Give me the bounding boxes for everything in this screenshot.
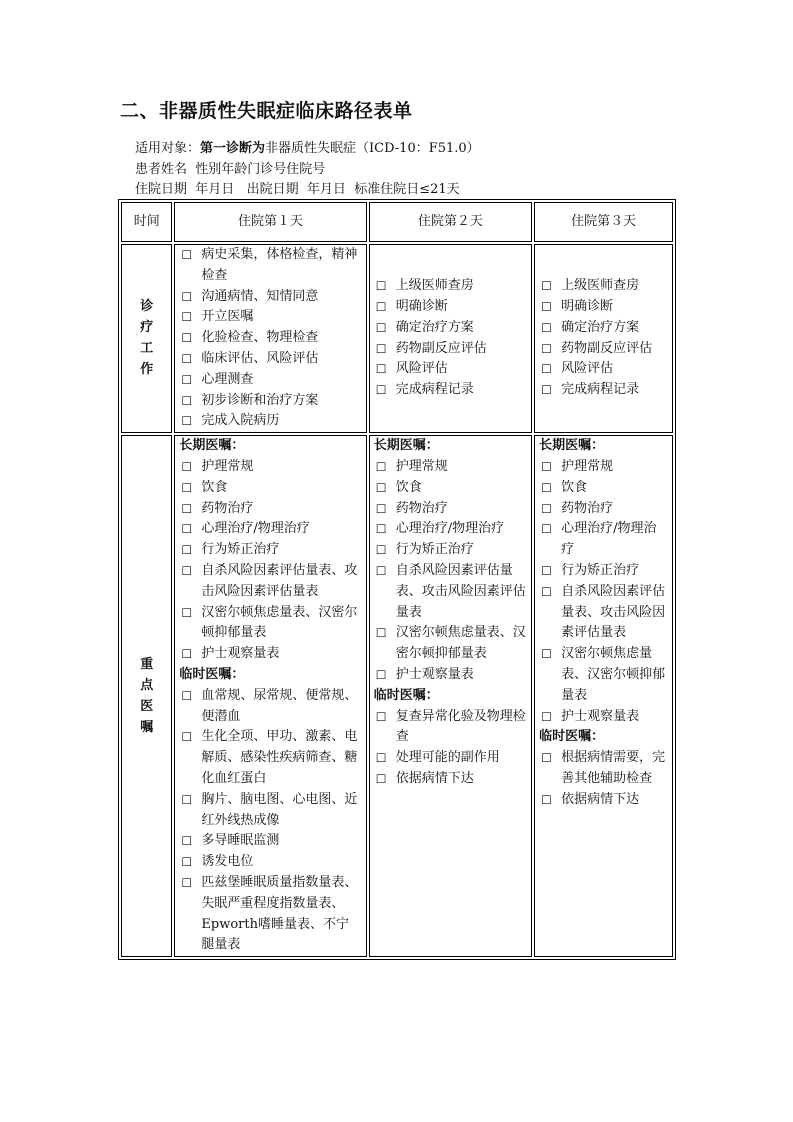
checklist-item-text: 药物治疗 [561,500,614,516]
checklist-item [539,380,668,401]
checklist-item-text: 完成病程记录 [561,382,640,398]
checklist-item [374,769,527,790]
long-term-orders-label: 长期医嘱： [373,438,439,454]
checkbox-icon[interactable]: ☐ [181,730,193,745]
checklist-item [539,359,668,380]
row-label-key-orders [121,435,172,957]
checklist-item [539,748,668,790]
checkbox-icon[interactable]: ☐ [181,248,193,262]
checklist-item [179,603,361,645]
checkbox-icon[interactable]: ☐ [375,341,387,356]
checklist-item [539,297,668,318]
vertical-label-char: 作 [140,362,154,378]
checkbox-icon[interactable]: ☐ [181,875,193,890]
checkbox-icon[interactable]: ☐ [375,299,387,314]
cell-day1-work [174,244,366,433]
checklist-item [539,707,668,728]
header-day3: 住院第３天 [534,202,673,242]
checklist-item-text: 饮食 [201,479,228,495]
checkbox-icon[interactable]: ☐ [181,331,193,346]
cell-day3-work [534,244,673,433]
checklist-item-text: 匹兹堡睡眠质量指数量表、失眠严重程度指数量表、Epworth嗜睡量表、不宁腿量表 [201,874,358,953]
checklist-item-text: 饮食 [561,479,588,495]
checklist-item-text: 上级医师查房 [395,278,474,294]
page-title: 二、非器质性失眠症临床路径表单 [120,100,413,122]
checklist-item-text: 化验检查、物理检查 [201,330,319,346]
checklist-item [179,307,361,328]
checklist-item [539,457,668,478]
checklist-item [179,561,361,603]
checklist-item-text: 自杀风险因素评估量表、攻击风险因素评估量表 [561,583,666,641]
vertical-label-char: 医 [140,698,154,714]
checklist-item-text: 行为矫正治疗 [561,562,640,578]
checkbox-icon[interactable]: ☐ [181,372,193,387]
checkbox-icon[interactable]: ☐ [375,480,387,495]
checklist-item-text: 生化全项、甲功、激素、电解质、感染性疾病筛查、糖化血红蛋白 [201,729,358,786]
checklist-item [374,318,527,339]
checklist-item [539,790,668,811]
checklist-item-text: 风险评估 [561,361,614,377]
row-diagnosis-work [121,244,673,433]
checkbox-icon[interactable]: ☐ [181,563,193,578]
checklist-item [179,391,361,412]
checkbox-icon[interactable]: ☐ [541,709,552,724]
checkbox-icon[interactable]: ☐ [181,414,193,429]
checklist-item [179,287,361,308]
checklist-item-text: 完成病程记录 [395,382,474,398]
checklist [179,686,361,956]
checklist-item [179,790,361,832]
checkbox-icon[interactable]: ☐ [541,299,552,314]
checklist-item [539,519,668,561]
long-term-orders-label: 长期医嘱： [539,438,605,454]
temporary-orders-label: 临时医嘱： [179,666,245,682]
checklist-item [179,727,361,789]
cell-day2-work [369,244,532,433]
vertical-label-char: 点 [140,677,154,693]
checkbox-icon[interactable]: ☐ [375,709,387,724]
checkbox-icon[interactable]: ☐ [541,459,552,474]
vertical-label-char: 工 [140,341,154,357]
checklist-item [374,623,527,665]
checklist [374,276,527,401]
checklist-item-text: 病史采集，体格检查，精神检查 [201,247,358,283]
checkbox-icon[interactable]: ☐ [181,351,193,366]
checkbox-icon[interactable]: ☐ [181,310,193,325]
checklist-item [179,540,361,561]
checklist-item-text: 自杀风险因素评估量表、攻击风险因素评估量表 [395,562,526,620]
vertical-label-char: 嘱 [140,719,154,735]
checklist-item [179,349,361,370]
checklist-item-text: 汉密尔顿焦虑量表、汉密尔顿抑郁量表 [561,646,666,703]
checklist-item-text: 根据病情需要，完善其他辅助检查 [561,750,666,786]
checklist [374,707,527,790]
checklist-item-text: 上级医师查房 [561,278,640,294]
checkbox-icon[interactable]: ☐ [375,383,387,398]
checklist-item-text: 护士观察量表 [561,708,640,724]
checklist-item [179,519,361,540]
checklist-item [374,297,527,318]
checkbox-icon[interactable]: ☐ [181,501,193,516]
checkbox-icon[interactable]: ☐ [375,771,387,786]
checklist-item-text: 明确诊断 [561,298,614,314]
checklist-item [539,499,668,520]
checklist-item [539,644,668,706]
patient-info-line: 患者姓名 性别年龄门诊号住院号 [135,162,326,177]
checkbox-icon[interactable]: ☐ [181,792,193,807]
checkbox-icon[interactable]: ☐ [375,279,387,294]
checkbox-icon[interactable]: ☐ [375,459,387,474]
checklist-item-text: 药物治疗 [201,500,254,516]
checklist-item-text: 汉密尔顿焦虑量表、汉密尔顿抑郁量表 [395,625,526,662]
vertical-label-char: 重 [140,656,154,672]
checklist-item [539,318,668,339]
checkbox-icon[interactable]: ☐ [541,320,552,335]
long-term-orders-label: 长期医嘱： [179,438,245,454]
checkbox-icon[interactable]: ☐ [541,647,552,662]
checklist-item [374,359,527,380]
checklist-item [179,411,361,432]
checkbox-icon[interactable]: ☐ [181,459,193,474]
checklist [539,276,668,401]
checklist-item [374,748,527,769]
meta-diagnosis: 非器质性失眠症（ICD-10：F51.0） [265,141,480,156]
meta-prefix: 适用对象： [135,141,201,156]
checklist-item [374,561,527,623]
checklist-item [374,457,527,478]
checkbox-icon[interactable]: ☐ [375,320,387,335]
checkbox-icon[interactable]: ☐ [181,522,193,537]
checklist [539,748,668,810]
vertical-label [140,654,154,738]
checklist-item-text: 胸片、脑电图、心电图、近红外线热成像 [201,791,358,828]
checklist-item-text: 行为矫正治疗 [395,542,474,558]
checklist-item-text: 护士观察量表 [395,666,474,682]
checkbox-icon[interactable]: ☐ [181,688,193,703]
checklist-item [179,328,361,349]
checkbox-icon[interactable]: ☐ [375,501,387,516]
checklist-item-text: 护理常规 [561,458,614,474]
checkbox-icon[interactable]: ☐ [375,667,387,682]
checkbox-icon[interactable]: ☐ [375,543,387,558]
checklist-item-text: 初步诊断和治疗方案 [201,392,319,408]
admission-info-line: 住院日期 年月日 出院日期 年月日 标准住院日≤21天 [135,182,460,197]
checkbox-icon[interactable]: ☐ [541,480,552,495]
applicable-object-line [135,139,480,159]
checklist-item-text: 心理治疗/物理治疗 [395,521,505,537]
checklist-item-text: 确定治疗方案 [561,319,640,335]
checklist-item [179,457,361,478]
temporary-orders-label: 临时医嘱： [373,687,439,703]
checkbox-icon[interactable]: ☐ [541,792,552,807]
checklist-item-text: 完成入院病历 [201,413,280,429]
checkbox-icon[interactable]: ☐ [181,393,193,408]
vertical-label-char: 诊 [140,299,154,315]
checklist-item-text: 饮食 [395,479,422,495]
checklist-item [374,276,527,297]
checklist-item-text: 自杀风险因素评估量表、攻击风险因素评估量表 [201,562,358,599]
checklist-item-text: 复查异常化验及物理检查 [395,708,526,745]
checkbox-icon[interactable]: ☐ [181,605,193,620]
checklist-item-text: 药物副反应评估 [561,340,653,356]
checklist-item [179,831,361,852]
checkbox-icon[interactable]: ☐ [541,341,552,356]
checklist-item [374,665,527,686]
checkbox-icon[interactable]: ☐ [541,522,552,537]
checkbox-icon[interactable]: ☐ [181,289,193,304]
checkbox-icon[interactable]: ☐ [541,563,552,578]
checkbox-icon[interactable]: ☐ [181,855,193,870]
checklist-item [374,339,527,360]
checklist-item [374,478,527,499]
header-row [121,202,673,242]
checkbox-icon[interactable]: ☐ [181,834,193,849]
checklist-item [179,499,361,520]
checklist-item-text: 护理常规 [395,458,448,474]
checklist-item-text: 药物治疗 [395,500,448,516]
checklist-item-text: 血常规、尿常规、便常规、便潜血 [201,687,358,724]
checklist-item-text: 心理治疗/物理治疗 [201,521,310,537]
checklist-item-text: 行为矫正治疗 [201,542,280,558]
checklist-item [374,707,527,749]
vertical-label [140,296,154,380]
header-day2: 住院第２天 [369,202,532,242]
checkbox-icon[interactable]: ☐ [375,626,387,641]
checklist-item-text: 心理测查 [201,371,254,387]
checklist-item-text: 处理可能的副作用 [395,750,500,766]
checklist-item [374,540,527,561]
cell-day2-orders [369,435,532,957]
checkbox-icon[interactable]: ☐ [541,279,552,294]
checklist-item-text: 护士观察量表 [201,646,280,662]
cell-day3-orders [534,435,673,957]
checklist-item-text: 开立医嘱 [201,309,254,325]
checklist-item-text: 确定治疗方案 [395,319,474,335]
checkbox-icon[interactable]: ☐ [375,751,387,766]
checklist-item [179,686,361,728]
checklist-item-text: 心理治疗/物理治疗 [561,521,657,558]
checklist-item [374,499,527,520]
checklist [539,457,668,727]
checklist-item [179,852,361,873]
checklist-item [539,561,668,582]
checkbox-icon[interactable]: ☐ [375,563,387,578]
checklist-item [179,245,361,287]
checklist-item-text: 多导睡眠监测 [201,833,280,849]
checklist-item-text: 诱发电位 [201,854,254,870]
checklist-item-text: 依据病情下达 [395,770,474,786]
checklist-item-text: 药物副反应评估 [395,340,487,356]
checkbox-icon[interactable]: ☐ [181,647,193,662]
checklist [374,457,527,686]
checklist-item-text: 临床评估、风险评估 [201,350,319,366]
checklist [179,245,361,432]
clinical-pathway-table [118,199,676,960]
checklist [179,457,361,665]
checklist-item [179,873,361,956]
checklist-item [374,380,527,401]
checklist-item-text: 汉密尔顿焦虑量表、汉密尔顿抑郁量表 [201,604,358,641]
checklist-item-text: 沟通病情、知情同意 [201,288,319,304]
header-time: 时间 [121,202,172,242]
checklist-item-text: 风险评估 [395,361,448,377]
meta-bold: 第一诊断为 [200,141,266,156]
checklist-item [179,644,361,665]
checklist-item [539,276,668,297]
checkbox-icon[interactable]: ☐ [541,501,552,516]
checklist-item-text: 护理常规 [201,458,254,474]
checkbox-icon[interactable]: ☐ [541,362,552,377]
checklist-item [179,478,361,499]
checklist-item [539,582,668,644]
checkbox-icon[interactable]: ☐ [541,751,552,766]
checkbox-icon[interactable]: ☐ [375,522,387,537]
checkbox-icon[interactable]: ☐ [541,383,552,398]
checklist-item-text: 明确诊断 [395,298,448,314]
cell-day1-orders [174,435,366,957]
checkbox-icon[interactable]: ☐ [181,543,193,558]
checklist-item [539,478,668,499]
header-day1: 住院第１天 [174,202,366,242]
row-label-diagnosis-work [121,244,172,433]
checklist-item [539,339,668,360]
row-key-orders [121,435,673,957]
checklist-item-text: 依据病情下达 [561,791,640,807]
checkbox-icon[interactable]: ☐ [181,480,193,495]
checklist-item [374,519,527,540]
checkbox-icon[interactable]: ☐ [375,362,387,377]
checkbox-icon[interactable]: ☐ [541,584,552,599]
checklist-item [179,370,361,391]
vertical-label-char: 疗 [140,320,154,336]
temporary-orders-label: 临时医嘱： [539,729,605,745]
